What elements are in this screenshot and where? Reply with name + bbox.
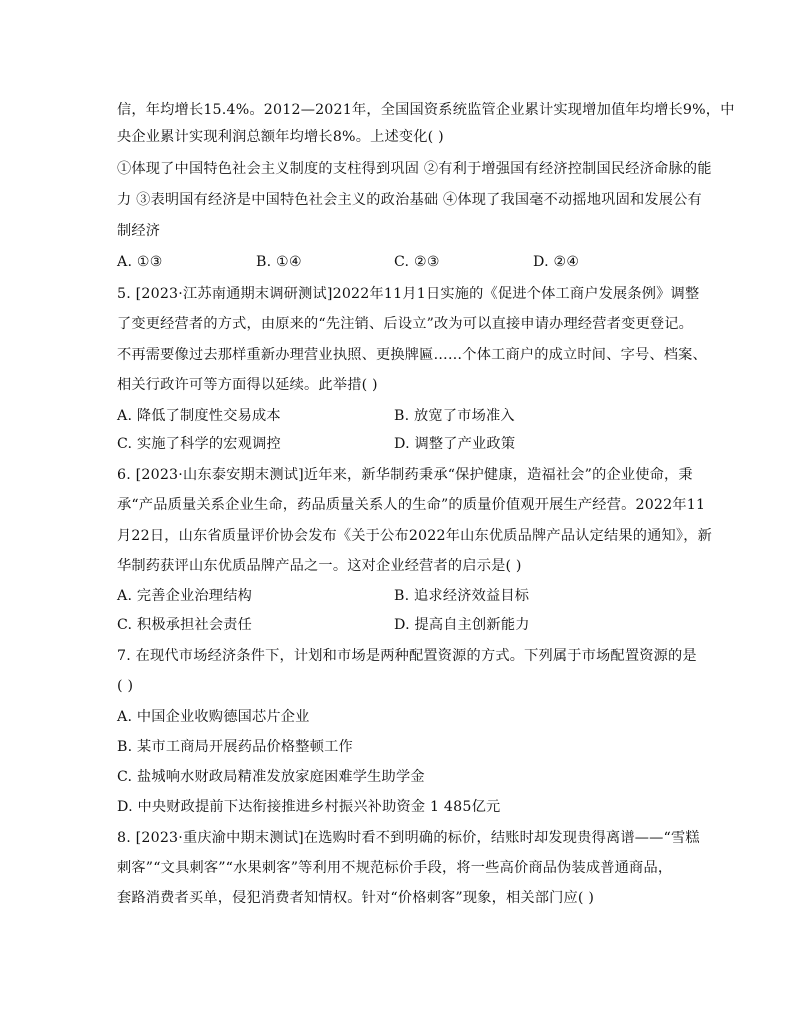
q7-option-c: C. 盐城响水财政局精准发放家庭困难学生助学金 — [117, 769, 425, 785]
q4-statement-line-1: ①体现了中国特色社会主义制度的支柱得到巩固 ②有利于增强国有经济控制国民经济命脉的能 — [117, 161, 712, 177]
q5-option-a: A. 降低了制度性交易成本 — [117, 408, 281, 424]
q4-text-line-2: 央企业累计实现利润总额年均增长8%。上述变化( ) — [117, 129, 444, 145]
q4-option-a: A. ①③ — [117, 254, 163, 270]
q6-text-line-1: 6. [2023·山东泰安期末测试]近年来，新华制药秉承“保护健康，造福社会”的企业使命，秉 — [117, 467, 693, 483]
q4-option-d: D. ②④ — [533, 254, 580, 270]
q4-statement-line-2: 力 ③表明国有经济是中国特色社会主义的政治基础 ④体现了我国毫不动摇地巩固和发展公有 — [117, 192, 702, 208]
q5-text-line-3: 不再需要像过去那样重新办理营业执照、更换牌匾……个体工商户的成立时间、字号、档案、 — [117, 347, 707, 363]
q5-text-line-2: 了变更经营者的方式，由原来的“先注销、后设立”改为可以直接申请办理经营者变更登记。 — [117, 316, 694, 332]
q5-option-b: B. 放宽了市场准入 — [394, 408, 515, 424]
q6-option-a: A. 完善企业治理结构 — [117, 588, 252, 604]
q5-option-c: C. 实施了科学的宏观调控 — [117, 436, 281, 452]
q5-option-d: D. 调整了产业政策 — [394, 436, 516, 452]
q4-text-line-1: 信，年均增长15.4%。2012—2021年，全国国资系统监管企业累计实现增加值年均增长9%，中 — [117, 102, 735, 118]
q7-option-a: A. 中国企业收购德国芯片企业 — [117, 709, 310, 725]
q7-text-line-1: 7. 在现代市场经济条件下，计划和市场是两种配置资源的方式。下列属于市场配置资源的是 — [117, 648, 697, 664]
q5-text-line-4: 相关行政许可等方面得以延续。此举措( ) — [117, 377, 378, 393]
q7-option-b: B. 某市工商局开展药品价格整顿工作 — [117, 739, 353, 755]
q6-option-c: C. 积极承担社会责任 — [117, 617, 253, 633]
q6-text-line-2: 承“产品质量关系企业生命，药品质量关系人的生命”的质量价值观开展生产经营。2022年11 — [117, 497, 706, 513]
q4-option-b: B. ①④ — [256, 254, 302, 270]
q6-option-b: B. 追求经济效益目标 — [394, 588, 530, 604]
q6-option-d: D. 提高自主创新能力 — [394, 617, 530, 633]
q7-text-line-2: ( ) — [117, 678, 134, 694]
q8-text-line-2: 刺客”“文具刺客”“水果刺客”等利用不规范标价手段，将一些高价商品伪装成普通商品， — [117, 860, 673, 876]
q5-text-line-1: 5. [2023·江苏南通期末调研测试]2022年11月1日实施的《促进个体工商户发展条例》调整 — [117, 286, 700, 302]
q6-text-line-4: 华制药获评山东优质品牌产品之一。这对企业经营者的启示是( ) — [117, 558, 522, 574]
q8-text-line-1: 8. [2023·重庆渝中期末测试]在选购时看不到明确的标价，结账时却发现贵得离谱——“雪糕 — [117, 830, 700, 846]
q7-option-d: D. 中央财政提前下达衔接推进乡村振兴补助资金 1 485亿元 — [117, 799, 501, 815]
q4-option-c: C. ②③ — [394, 254, 440, 270]
q8-text-line-3: 套路消费者买单，侵犯消费者知情权。针对“价格刺客”现象，相关部门应( ) — [117, 890, 595, 906]
q6-text-line-3: 月22日，山东省质量评价协会发布《关于公布2022年山东优质品牌产品认定结果的通知》，新 — [117, 528, 712, 544]
q4-statement-line-3: 制经济 — [117, 223, 161, 239]
